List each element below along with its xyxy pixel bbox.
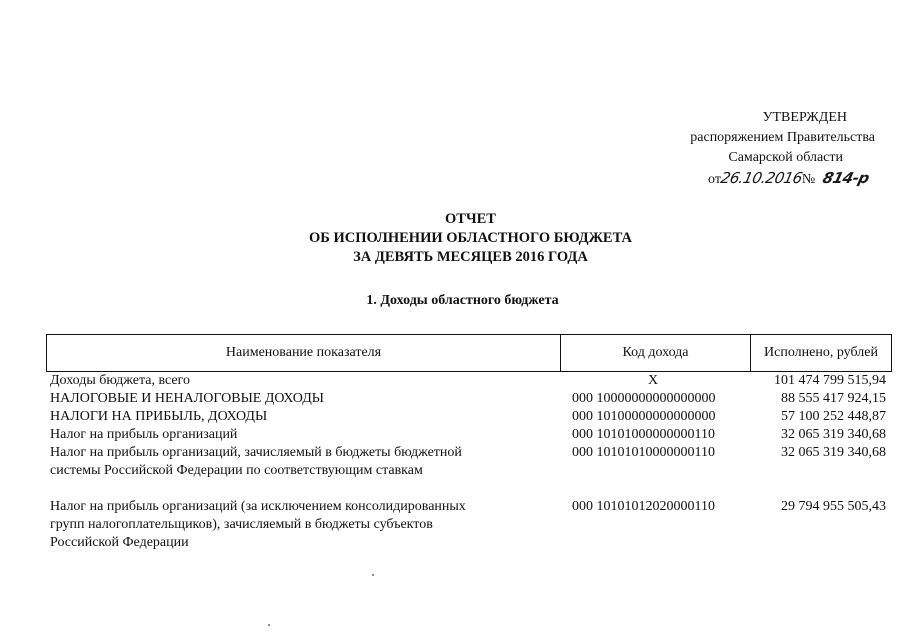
- table-row: [50, 390, 892, 408]
- section-title: 1. Доходы областного бюджета: [366, 293, 559, 308]
- approval-date-number-line: [645, 168, 875, 190]
- row-code: 000 10101010000000110: [572, 445, 715, 460]
- table-row: [50, 498, 892, 552]
- approval-stamp: [645, 108, 875, 190]
- row-code: 000 10000000000000000: [572, 391, 716, 406]
- row-name-line: Российской Федерации: [50, 535, 189, 550]
- row-name-line: Налог на прибыль организаций (за исключением консолидированных: [50, 499, 466, 514]
- row-code: 000 10100000000000000: [572, 409, 716, 424]
- table-body: [50, 372, 892, 552]
- date-prefix: от: [708, 172, 721, 187]
- row-name-line: системы Российской Федерации по соответствующим ставкам: [50, 463, 423, 478]
- row-code: 000 10101000000000110: [572, 427, 715, 442]
- row-amount: 32 065 319 340,68: [781, 445, 886, 460]
- scan-speck: [268, 624, 270, 626]
- number-prefix: №: [801, 172, 816, 187]
- row-amount: 88 555 417 924,15: [781, 391, 886, 406]
- row-name: НАЛОГОВЫЕ И НЕНАЛОГОВЫЕ ДОХОДЫ: [50, 391, 324, 406]
- row-name-line: групп налогоплательщиков), зачисляемый в бюджеты субъектов: [50, 517, 433, 532]
- row-name: Налог на прибыль организаций: [50, 427, 238, 442]
- row-amount: 29 794 955 505,43: [781, 499, 886, 514]
- row-name: [50, 498, 558, 552]
- row-amount: 32 065 319 340,68: [781, 427, 886, 442]
- row-code: Х: [647, 373, 659, 388]
- row-name: НАЛОГИ НА ПРИБЫЛЬ, ДОХОДЫ: [50, 409, 268, 424]
- row-name: [50, 444, 558, 480]
- row-amount: 101 474 799 515,94: [774, 373, 886, 388]
- header-name: Наименование показателя: [47, 335, 561, 371]
- table-row: [50, 444, 892, 480]
- table-row: [50, 408, 892, 426]
- approval-issuer: распоряжением Правительства: [690, 130, 875, 145]
- header-code: Код дохода: [561, 335, 751, 371]
- handwritten-number: 814-р: [820, 169, 872, 187]
- scan-speck: [372, 574, 374, 576]
- handwritten-date: 26.10.2016: [719, 169, 804, 187]
- table-row: [50, 372, 892, 390]
- row-name: Доходы бюджета, всего: [50, 373, 191, 388]
- table-row: [50, 426, 892, 444]
- table-header: [46, 334, 892, 372]
- report-period: ЗА ДЕВЯТЬ МЕСЯЦЕВ 2016 ГОДА: [353, 249, 588, 265]
- row-name-line: Налог на прибыль организаций, зачисляемый в бюджеты бюджетной: [50, 445, 462, 460]
- approval-title: УТВЕРЖДЕН: [762, 110, 847, 125]
- row-code: 000 10101012020000110: [572, 499, 715, 514]
- report-title: ОТЧЕТ: [445, 211, 496, 227]
- report-subtitle: ОБ ИСПОЛНЕНИИ ОБЛАСТНОГО БЮДЖЕТА: [308, 230, 633, 246]
- approval-region: Самарской области: [728, 150, 843, 165]
- row-amount: 57 100 252 448,87: [781, 409, 886, 424]
- header-amount: Исполнено, рублей: [764, 345, 878, 360]
